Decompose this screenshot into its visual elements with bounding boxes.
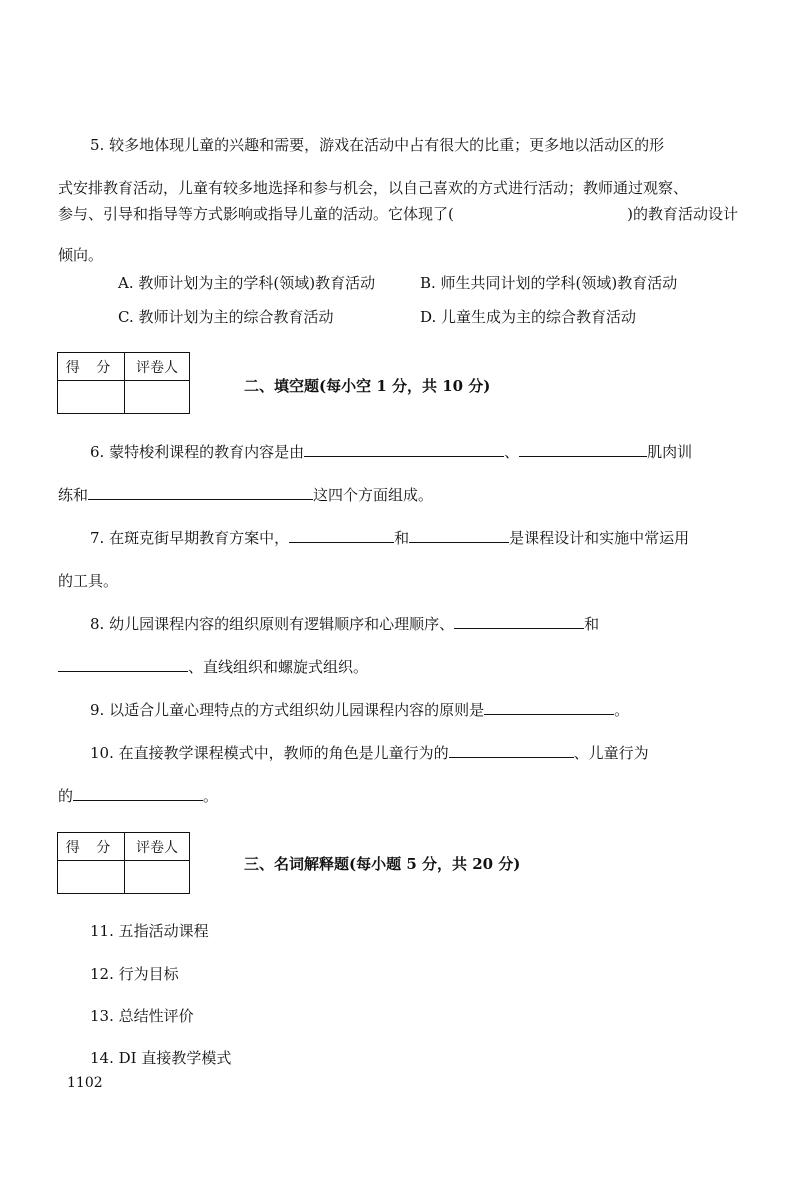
q10-text-cont: 的 [58, 787, 74, 805]
q6-text-end: 这四个方面组成。 [313, 486, 434, 504]
term-item: 11. 五指活动课程 [90, 922, 209, 940]
q5-option-b: B. 师生共同计划的学科(领域)教育活动 [420, 274, 678, 292]
q7-and: 和 [394, 529, 410, 547]
q6-text-tail: 肌肉训 [647, 443, 693, 461]
score-table [57, 832, 190, 894]
answer-blank[interactable] [449, 743, 574, 758]
q10-end: 。 [203, 787, 219, 805]
answer-blank[interactable] [454, 614, 584, 629]
answer-blank[interactable] [88, 485, 313, 500]
term-item: 12. 行为目标 [90, 965, 179, 983]
answer-blank[interactable] [519, 442, 647, 457]
term-item: 14. DI 直接教学模式 [90, 1049, 232, 1067]
grader-label: 评卷人 [136, 360, 178, 376]
section-title: 三、名词解释题(每小题 5 分，共 20 分) [244, 855, 521, 873]
q9-end: 。 [614, 701, 630, 719]
score-label: 得 分 [65, 360, 117, 376]
q5-line4: 倾向。 [58, 246, 104, 264]
answer-blank[interactable] [409, 528, 509, 543]
score-label: 得 分 [65, 840, 117, 856]
answer-blank[interactable] [484, 700, 614, 715]
answer-blank[interactable] [58, 657, 188, 672]
q5-line3-end: )的教育活动设计 [627, 205, 738, 223]
q7-line2: 的工具。 [58, 572, 119, 590]
section-title: 二、填空题(每小空 1 分，共 10 分) [244, 377, 491, 395]
q7-text-tail: 是课程设计和实施中常运用 [509, 529, 690, 547]
q8-text: 8. 幼儿园课程内容的组织原则有逻辑顺序和心理顺序、 [90, 615, 455, 633]
q9-line [90, 700, 738, 720]
q5-line3 [58, 204, 738, 224]
answer-blank[interactable] [73, 786, 203, 801]
q8-line1 [90, 614, 738, 634]
answer-blank[interactable] [304, 442, 504, 457]
score-table [57, 352, 190, 414]
q9-text: 9. 以适合儿童心理特点的方式组织幼儿园课程内容的原则是 [90, 701, 485, 719]
answer-blank[interactable] [289, 528, 394, 543]
q5-line1: 5. 较多地体现儿童的兴趣和需要，游戏在活动中占有很大的比重；更多地以活动区的形 [90, 136, 665, 154]
q8-line2 [58, 657, 738, 677]
q7-text: 7. 在斑克街早期教育方案中， [90, 529, 290, 547]
grader-label: 评卷人 [136, 840, 178, 856]
q6-sep: 、 [504, 443, 520, 461]
q5-option-a: A. 教师计划为主的学科(领域)教育活动 [118, 274, 376, 292]
q5-line2: 式安排教育活动，儿童有较多地选择和参与机会，以自己喜欢的方式进行活动；教师通过观察、 [58, 179, 689, 197]
page-number: 1102 [67, 1075, 103, 1091]
q7-line1 [90, 528, 738, 548]
q10-text-tail: 、儿童行为 [573, 744, 649, 762]
q5-option-d: D. 儿童生成为主的综合教育活动 [420, 308, 637, 326]
q5-line3-text: 参与、引导和指导等方式影响或指导儿童的活动。它体现了( [58, 205, 454, 223]
q8-text-end: 、直线组织和螺旋式组织。 [188, 658, 369, 676]
q6-text: 6. 蒙特梭利课程的教育内容是由 [90, 443, 305, 461]
term-item: 13. 总结性评价 [90, 1007, 194, 1025]
q6-text-cont: 练和 [58, 486, 89, 504]
q10-line1 [90, 743, 738, 763]
q10-text: 10. 在直接教学课程模式中，教师的角色是儿童行为的 [90, 744, 449, 762]
q10-line2 [58, 786, 738, 806]
q6-line1 [90, 442, 738, 462]
q6-line2 [58, 485, 738, 505]
q8-and: 和 [584, 615, 600, 633]
q5-option-c: C. 教师计划为主的综合教育活动 [118, 308, 334, 326]
